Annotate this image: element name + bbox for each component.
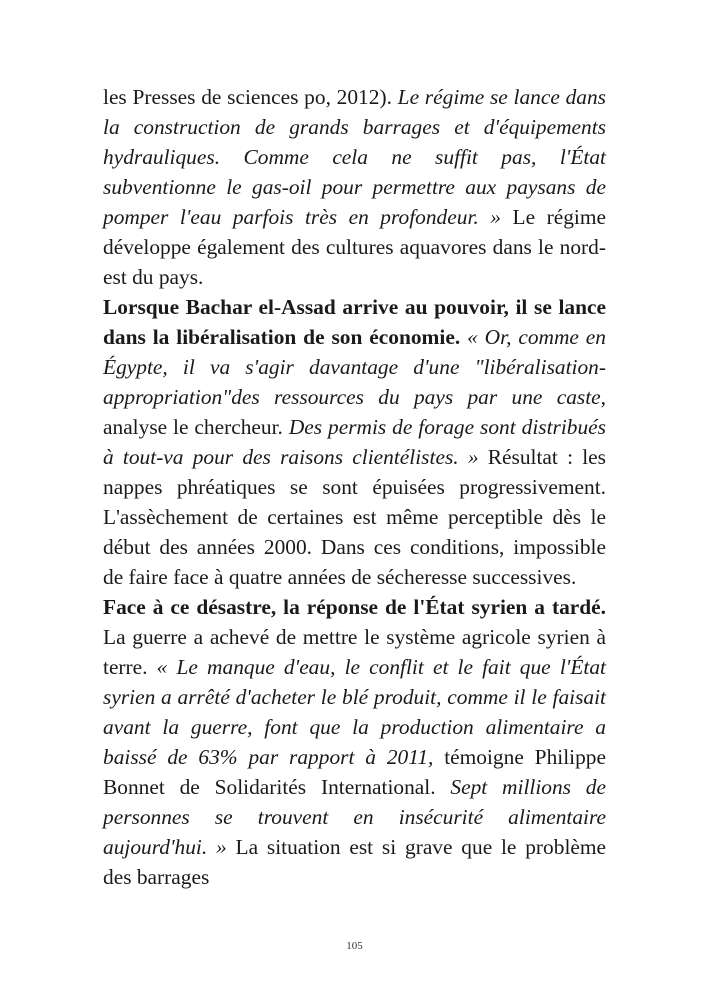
paragraph-3-run-1: Face à ce désastre, la réponse de l'État syrien a tardé. [103,595,606,619]
paragraph-2 [103,292,606,592]
paragraph-3-run-2: La guerre a achevé de mettre le système agricole syrien à terre. [103,625,606,679]
paragraph-1-run-2: Le régime se lance dans la construction de grands barrages et d'équipements hydrauliques. Comme cela ne suffit pas, l'État subventionne le gas-oil pour permettre aux paysans de pomper l'eau parfois très en profondeur. » [103,85,606,229]
paragraph-1-run-1: les Presses de sciences po, 2012). [103,85,398,109]
paragraph-2-run-1: Lorsque Bachar el-Assad arrive au pouvoir, il se lance dans la libéralisation de son économie. [103,295,606,349]
body-text [103,82,606,892]
paragraph-1-run-3: Le régime développe également des cultures aquavores dans le nord-est du pays. [103,205,606,289]
paragraph-1 [103,82,606,292]
page-number: 105 [346,940,363,952]
paragraph-3-run-5: Sept millions de personnes se trouvent en insécurité alimentaire aujourd'hui. » [103,775,607,859]
paragraph-3-run-6: La situation est si grave que le problème des barrages [103,835,607,889]
paragraph-3-run-3: « Le manque d'eau, le conflit et le fait que l'État syrien a arrêté d'acheter le blé produit, comme il le faisait avant la guerre, font que la production alimentaire a baissé de 63% par rapport à 2011, [103,655,606,769]
paragraph-2-run-4: analyse le chercheur. [103,415,289,439]
paragraph-3 [103,592,606,892]
paragraph-2-run-6: Résultat : les nappes phréatiques se sont épuisées progressivement. L'assèchement de certaines est même perceptible dès le début des années 2000. Dans ces conditions, impossible de faire face à quatre années de sécheresse successives. [103,445,606,589]
paragraph-2-run-3: « Or, comme en Égypte, il va s'agir davantage d'une "libéralisation-appropriation"des ressources du pays par une caste, [103,325,606,409]
paragraph-2-run-5: Des permis de forage sont distribués à tout-va pour des raisons clientélistes. » [103,415,607,469]
paragraph-3-run-4: témoigne Philippe Bonnet de Solidarités International. [103,745,606,799]
